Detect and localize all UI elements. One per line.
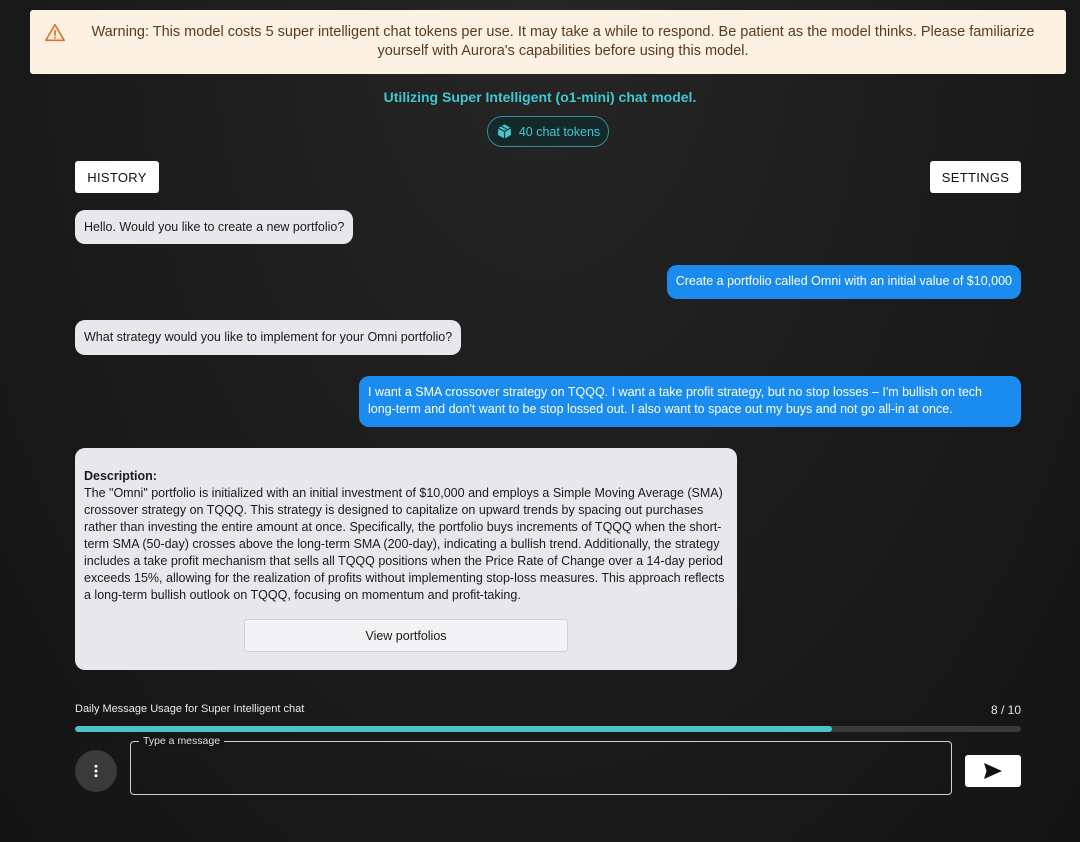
send-button[interactable]: [965, 755, 1021, 787]
message-field-label: Type a message: [139, 735, 224, 747]
user-message: Create a portfolio called Omni with an initial value of $10,000: [667, 265, 1021, 299]
history-button[interactable]: HISTORY: [75, 161, 159, 193]
description-title: Description:: [84, 469, 157, 483]
warning-triangle-icon: [44, 22, 66, 44]
cube-icon: [496, 123, 513, 140]
description-text: The "Omni" portfolio is initialized with an initial investment of $10,000 and employs a Simple Moving Average (SMA) crossover strategy on TQQQ. This strategy is designed to capitalize on upward trends by spacing out purchases rather than investing the entire amount at once. Specifically, the portfolio buys increments of TQQQ when the short-term SMA (50-day) crosses above the long-term SMA (200-day), indicating a bullish trend. Additionally, the strategy includes a take profit mechanism that sells all TQQQ positions when the Price Rate of Change over a 14-day period exceeds 15%, allowing for the realization of profits without implementing stop-loss measures. This approach reflects a long-term bullish outlook on TQQQ, focusing on momentum and profit-taking.: [84, 486, 725, 602]
bot-message: What strategy would you like to implement for your Omni portfolio?: [75, 320, 461, 355]
warning-banner: [30, 10, 1066, 74]
usage-label: Daily Message Usage for Super Intelligent chat: [75, 703, 305, 715]
view-portfolios-button[interactable]: View portfolios: [244, 619, 568, 652]
user-message: I want a SMA crossover strategy on TQQQ. I want a take profit strategy, but no stop losses – I'm bullish on tech long-term and don't want to be stop lossed out. I also want to space out my buys and not go all-in at once.: [359, 376, 1021, 427]
warning-text: Warning: This model costs 5 super intelligent chat tokens per use. It may take a while to respond. Be patient as the model thinks. Please familiarize yourself with Aurora's capabilities before using this model.: [91, 24, 1035, 59]
bot-message: Hello. Would you like to create a new portfolio?: [75, 210, 353, 244]
usage-progress-fill: [75, 726, 832, 732]
chat-tokens-label: 40 chat tokens: [518, 124, 601, 139]
settings-button[interactable]: SETTINGS: [930, 161, 1021, 193]
more-vertical-icon: [88, 763, 104, 779]
more-options-button[interactable]: [75, 750, 117, 792]
model-indicator: Utilizing Super Intelligent (o1-mini) chat model.: [383, 89, 697, 105]
message-field: [130, 735, 952, 795]
usage-progress-bar: [75, 726, 1021, 732]
message-input[interactable]: [141, 754, 945, 786]
portfolio-description-card: [75, 448, 737, 670]
usage-count: 8 / 10: [990, 703, 1021, 717]
send-icon: [983, 762, 1003, 780]
chat-tokens-badge: [487, 116, 609, 147]
